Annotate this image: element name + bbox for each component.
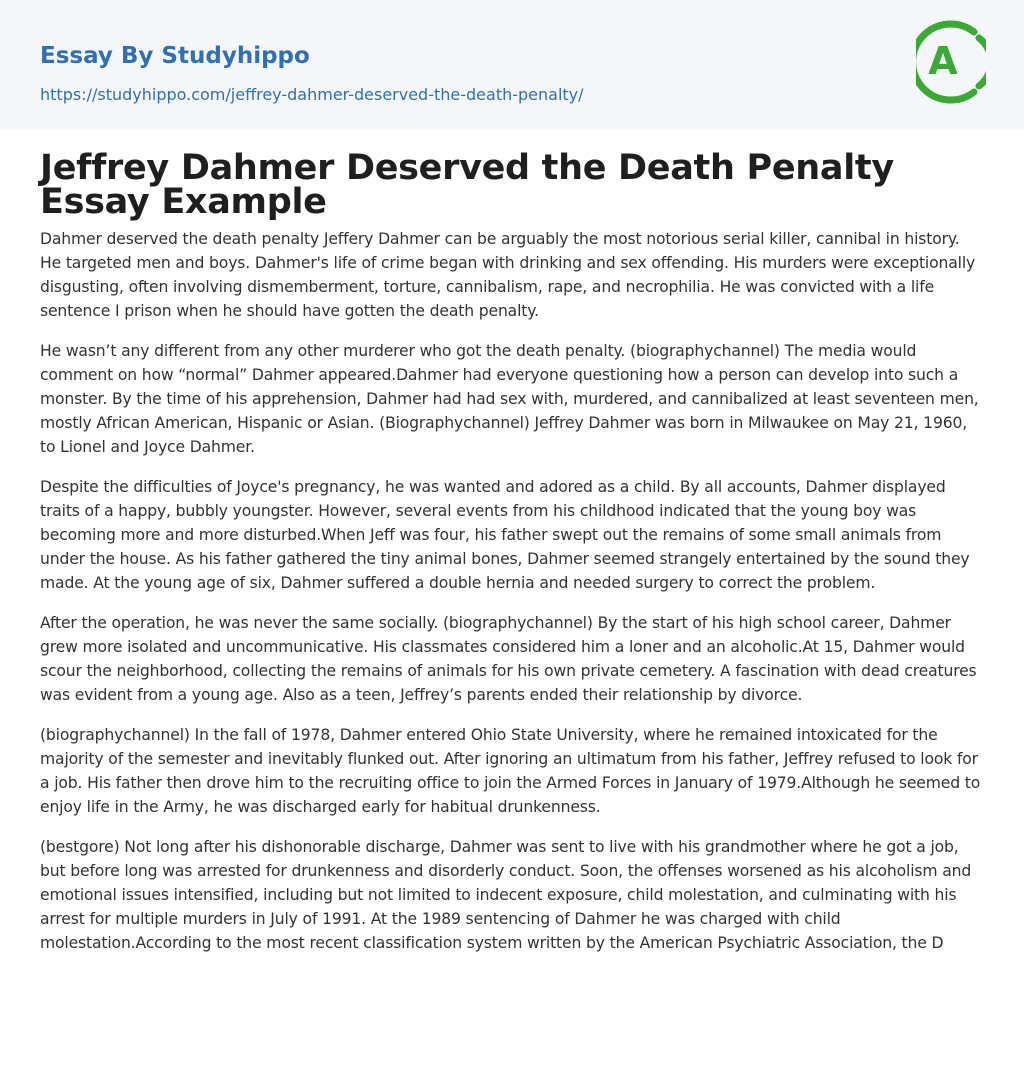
site-header xyxy=(0,0,1024,129)
source-url-link[interactable]: https://studyhippo.com/jeffrey-dahmer-deserved-the-death-penalty/ xyxy=(40,85,584,104)
article-paragraph-3: Despite the difficulties of Joyce's pregnancy, he was wanted and adored as a child. By all accounts, Dahmer displayed traits of a happy, bubbly youngster. However, several events from his childhood indicated that the young boy was becoming more and more disturbed.When Jeff was four, his father swept out the remains of some small animals from under the house. As his father gathered the tiny animal bones, Dahmer seemed strangely entertained by the sound they made. At the young age of six, Dahmer suffered a double hernia and needed surgery to correct the problem. xyxy=(40,478,970,592)
article-paragraph-4: After the operation, he was never the same socially. (biographychannel) By the start of his high school career, Dahmer grew more isolated and uncommunicative. His classmates considered him a loner and an alcoholic.At 15, Dahmer would scour the neighborhood, collecting the remains of animals for his own private cemetery. A fascination with dead creatures was evident from a young age. Also as a teen, Jeffrey’s parents ended their relationship by divorce. xyxy=(40,614,977,704)
article xyxy=(0,148,1024,955)
site-brand: Essay By Studyhippo xyxy=(40,43,310,69)
studyhippo-logo-icon[interactable] xyxy=(916,18,986,106)
article-paragraph-2: He wasn’t any different from any other murderer who got the death penalty. (biographychannel) The media would comment on how “normal” Dahmer appeared.Dahmer had everyone questioning how a person can develop into such a monster. By the time of his apprehension, Dahmer had had sex with, murdered, and cannibalized at least seventeen men, mostly African American, Hispanic or Asian. (Biographychannel) Jeffrey Dahmer was born in Milwaukee on May 21, 1960, to Lionel and Joyce Dahmer. xyxy=(40,342,979,456)
article-paragraph-6: (bestgore) Not long after his dishonorable discharge, Dahmer was sent to live with his grandmother where he got a job, but before long was arrested for drunkenness and disorderly conduct. Soon, the offenses worsened as his alcoholism and emotional issues intensified, including but not limited to indecent exposure, child molestation, and culminating with his arrest for multiple murders in July of 1991. At the 1989 sentencing of Dahmer he was charged with child molestation.According to the most recent classification system written by the American Psychiatric Association, the D xyxy=(40,838,972,952)
article-paragraph-5: (biographychannel) In the fall of 1978, Dahmer entered Ohio State University, where he remained intoxicated for the majority of the semester and inevitably flunked out. After ignoring an ultimatum from his father, Jeffrey refused to look for a job. His father then drove him to the recruiting office to join the Armed Forces in January of 1979.Although he seemed to enjoy life in the Army, he was discharged early for habitual drunkenness. xyxy=(40,726,981,816)
page-title: Jeffrey Dahmer Deserved the Death Penalty Essay Example xyxy=(40,148,894,222)
logo-letter: A xyxy=(928,39,958,83)
article-paragraph-1: Dahmer deserved the death penalty Jeffery Dahmer can be arguably the most notorious serial killer, cannibal in history. He targeted men and boys. Dahmer's life of crime began with drinking and sex offending. His murders were exceptionally disgusting, often involving dismemberment, torture, cannibalism, rape, and necrophilia. He was convicted with a life sentence I prison when he should have gotten the death penalty. xyxy=(40,230,976,320)
